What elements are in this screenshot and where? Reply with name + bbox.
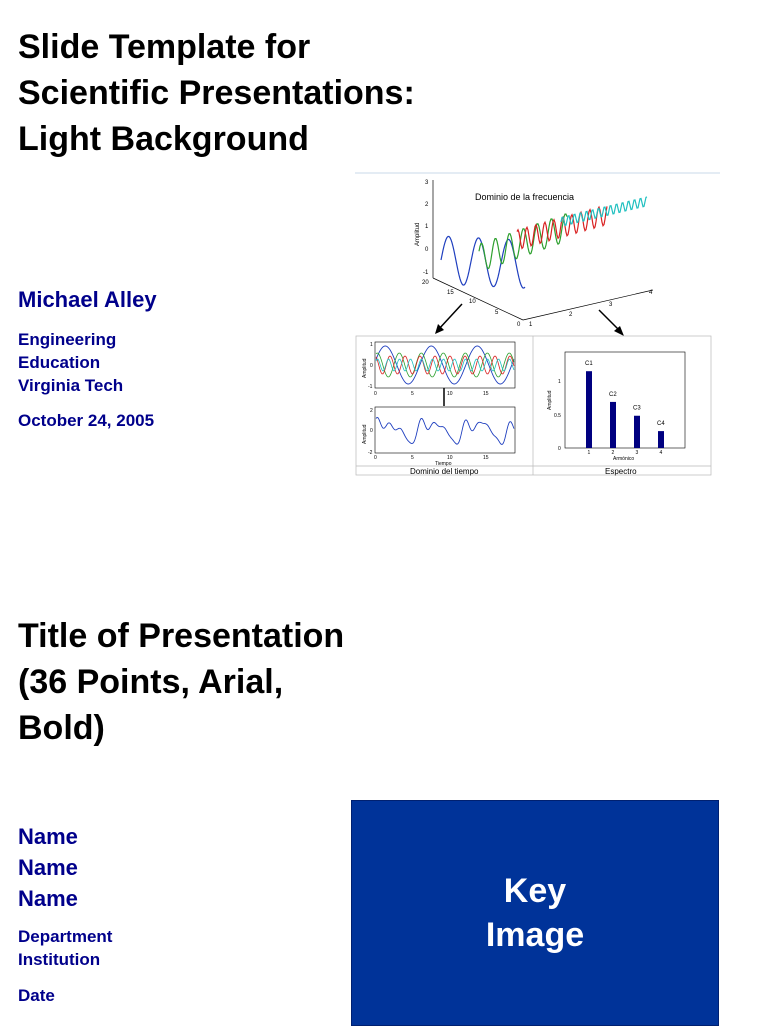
slide-1 (0, 0, 768, 512)
dept-line: Institution (18, 950, 101, 969)
amp-label-spectrum: Amplitud (547, 390, 553, 410)
depth-tick-3d: 10 (469, 299, 476, 305)
x-tick-3d: 3 (609, 302, 613, 308)
ll-xtick: 0 (374, 455, 377, 461)
author-name: Michael Alley (18, 287, 157, 312)
coefficient-label: C3 (633, 405, 641, 412)
x-tick-3d: 1 (529, 322, 533, 328)
slide-2-title-line: Title of Presentation (18, 617, 345, 655)
caption-time-domain: Dominio del tiempo (410, 467, 479, 476)
name-line: Name (18, 886, 78, 911)
affiliation-line: Engineering (18, 330, 117, 349)
ytick-3d: 1 (425, 224, 429, 230)
coefficient-label: C2 (609, 391, 617, 398)
spectrum-xtick: 1 (587, 450, 591, 456)
key-image-box (351, 800, 719, 1026)
ll-xtick: 10 (447, 455, 453, 461)
slide-1-title-line: Light Background (18, 120, 309, 158)
fourier-figure (355, 168, 720, 480)
presentation-date: October 24, 2005 (18, 411, 155, 430)
ul-xtick: 10 (447, 391, 453, 397)
time-axis-label: Tiempo (435, 461, 452, 467)
spectrum-ytick: 0.5 (554, 413, 561, 419)
key-image-line: Image (485, 916, 585, 954)
time-sum-plot (362, 407, 515, 467)
amp-label-ll: Amplitud (362, 424, 368, 444)
ll-xtick: 5 (411, 455, 414, 461)
amp-label-3d: Amplitud (415, 222, 421, 246)
depth-tick-3d: 20 (422, 280, 429, 286)
ytick-3d: 0 (425, 247, 429, 253)
ytick-3d: -1 (423, 270, 429, 276)
x-tick-3d: 2 (569, 312, 573, 318)
spectrum-bar (610, 402, 616, 448)
slide-1-title-line: Slide Template for (18, 28, 311, 66)
ul-xtick: 15 (483, 391, 489, 397)
ul-ytick: 0 (370, 363, 373, 369)
ll-xtick: 15 (483, 455, 489, 461)
department-institution (18, 925, 112, 971)
spectrum-bar (634, 416, 640, 448)
armonico-label: Armónico (613, 456, 635, 462)
spectrum-xtick: 4 (659, 450, 663, 456)
slide-2-date: Date (18, 986, 55, 1005)
spectrum-xtick: 3 (635, 450, 639, 456)
name-list (18, 821, 78, 914)
slide-2-title-line: (36 Points, Arial, (18, 663, 284, 701)
key-image-label (486, 869, 584, 957)
slide-2 (0, 512, 768, 1024)
slide-1-title-line: Scientific Presentations: (18, 74, 415, 112)
ll-ytick: 2 (370, 408, 373, 414)
ll-ytick: -2 (368, 450, 373, 456)
dept-line: Department (18, 927, 113, 946)
time-components-plot (362, 342, 515, 397)
depth-tick-3d: 0 (517, 322, 521, 328)
amp-label-ul: Amplitud (362, 358, 368, 378)
slide-2-title-line: Bold) (18, 709, 105, 747)
name-line: Name (18, 824, 78, 849)
ul-ytick: -1 (368, 384, 373, 390)
affiliation (18, 328, 123, 397)
ul-xtick: 0 (374, 391, 377, 397)
ul-ytick: 1 (370, 342, 373, 348)
name-line: Name (18, 855, 78, 880)
spectrum-ytick: 1 (558, 379, 561, 385)
coefficient-label: C1 (585, 361, 593, 368)
x-tick-3d: 4 (649, 290, 653, 296)
coefficient-label: C4 (657, 421, 665, 428)
ll-ytick: 0 (370, 428, 373, 434)
frequency-title: Dominio de la frecuencia (475, 192, 575, 202)
slide-1-title (18, 24, 415, 162)
frequency-3d-plot (415, 180, 653, 328)
spectrum-bar (586, 371, 592, 448)
spectrum-ytick: 0 (558, 446, 561, 452)
spectrum-xtick: 2 (611, 450, 615, 456)
caption-spectrum: Espectro (605, 467, 637, 476)
affiliation-line: Virginia Tech (18, 376, 124, 395)
wave-3d-green (479, 214, 567, 269)
spectrum-bar (658, 431, 664, 448)
depth-tick-3d: 5 (495, 310, 499, 316)
slide-2-title (18, 613, 344, 751)
spectrum-chart (547, 352, 685, 462)
ytick-3d: 3 (425, 180, 429, 186)
affiliation-line: Education (18, 353, 101, 372)
key-image-line: Key (503, 872, 567, 910)
ul-xtick: 5 (411, 391, 414, 397)
depth-tick-3d: 15 (447, 290, 454, 296)
ytick-3d: 2 (425, 202, 429, 208)
